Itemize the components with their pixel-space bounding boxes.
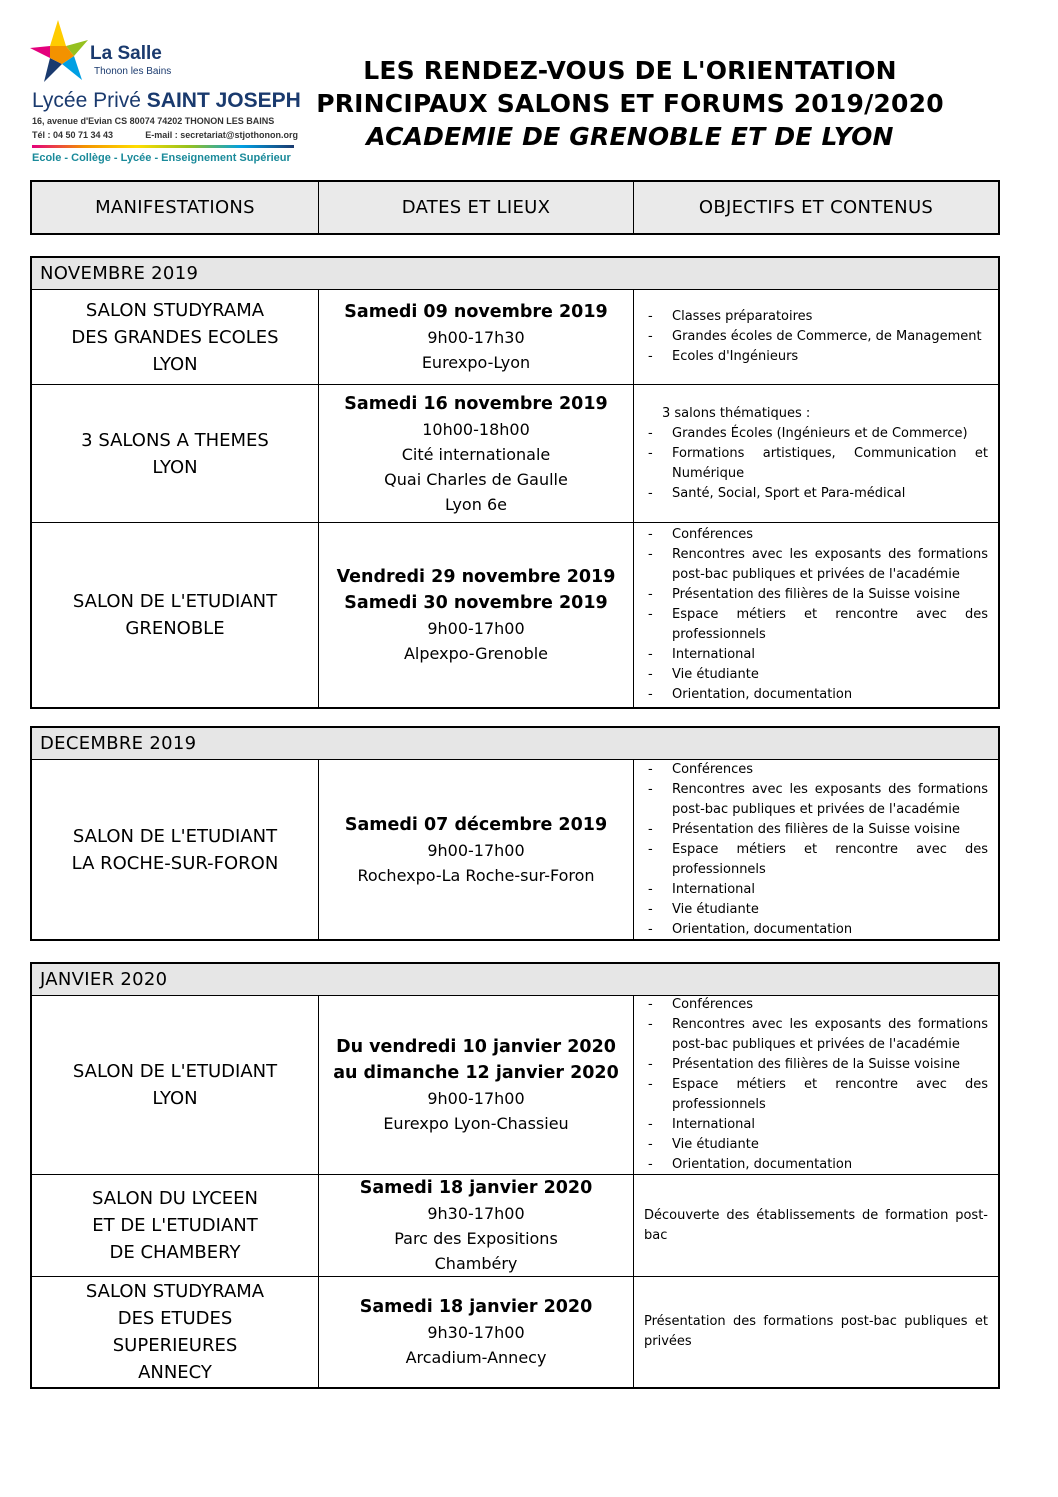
event-detail: Quai Charles de Gaulle <box>384 469 568 489</box>
event-name <box>32 996 319 1174</box>
school-name <box>32 89 301 113</box>
list-item: - Orientation, documentation <box>644 920 988 940</box>
event-contents-list <box>644 525 988 705</box>
event-row <box>32 760 998 939</box>
event-date: Samedi 18 janvier 2020 <box>359 1178 593 1198</box>
event-date: Samedi 07 décembre 2019 <box>344 814 608 835</box>
event-contents-list <box>644 424 988 504</box>
event-date: Samedi 16 novembre 2019 <box>344 393 608 414</box>
event-name-line: SUPERIEURES <box>112 1335 238 1356</box>
list-item: - Présentation des filières de la Suisse voisine <box>644 585 988 605</box>
school-email: E-mail : secretariat@stjothonon.org <box>145 130 298 140</box>
event-date: Du vendredi 10 janvier 2020 <box>336 1037 616 1057</box>
list-item: - Orientation, documentation <box>644 1155 988 1175</box>
event-name-line: LA ROCHE-SUR-FORON <box>71 852 279 874</box>
event-row <box>32 385 998 523</box>
event-name-line: SALON STUDYRAMA <box>85 299 265 321</box>
school-address: 16, avenue d'Evian CS 80074 74202 THONON LES BAINS <box>32 116 275 126</box>
list-item: - Grandes écoles de Commerce, de Management <box>644 327 988 347</box>
month-header: NOVEMBRE 2019 <box>32 258 998 290</box>
list-item: - Conférences <box>644 525 988 545</box>
event-name-line: DE CHAMBERY <box>109 1242 241 1263</box>
event-detail: 9h00-17h00 <box>427 619 525 638</box>
event-date: Samedi 30 novembre 2019 <box>344 593 608 613</box>
list-item: - Espace métiers et rencontre avec des professionnels <box>644 605 988 645</box>
event-detail: 9h30-17h00 <box>427 1204 525 1223</box>
event-dates <box>319 523 634 707</box>
event-name-line: SALON DU LYCEEN <box>92 1188 258 1209</box>
event-detail: Arcadium-Annecy <box>405 1348 547 1367</box>
list-item: - Conférences <box>644 760 988 780</box>
event-detail: 9h00-17h00 <box>427 1089 525 1108</box>
column-header-objectifs: OBJECTIFS ET CONTENUS <box>698 197 934 218</box>
list-item: - Classes préparatoires <box>644 307 988 327</box>
event-detail: Lyon 6e <box>445 494 507 514</box>
event-contents-list <box>644 995 988 1175</box>
event-name-line: SALON STUDYRAMA <box>85 1281 265 1302</box>
column-header-manifestations: MANIFESTATIONS <box>32 182 319 233</box>
event-name-line: ET DE L'ETUDIANT <box>92 1215 258 1236</box>
list-item: - Formations artistiques, Communication et Numérique <box>644 444 988 484</box>
page-subtitle: PRINCIPAUX SALONS ET FORUMS 2019/2020 <box>316 89 944 118</box>
month-section-decembre <box>30 726 1000 941</box>
list-item: - International <box>644 1115 988 1135</box>
list-item: - Rencontres avec les exposants des formations post-bac publiques et privées de l'académie <box>644 1015 988 1055</box>
school-logo <box>28 16 301 171</box>
page-academy: ACADEMIE DE GRENOBLE ET DE LYON <box>366 122 894 151</box>
list-item: - Conférences <box>644 995 988 1015</box>
event-row <box>32 290 998 385</box>
event-date: au dimanche 12 janvier 2020 <box>333 1063 619 1083</box>
event-contents <box>634 523 998 707</box>
event-detail: Eurexpo Lyon-Chassieu <box>383 1114 569 1133</box>
month-header: JANVIER 2020 <box>32 964 998 996</box>
event-name <box>32 1277 319 1387</box>
event-date: Vendredi 29 novembre 2019 <box>336 567 616 587</box>
event-contents-text: Présentation des formations post-bac publiques et privées <box>644 1314 988 1349</box>
event-name-line: GRENOBLE <box>125 618 225 639</box>
event-row <box>32 1175 998 1277</box>
event-name-line: DES GRANDES ECOLES <box>71 326 279 348</box>
event-name-line: DES ETUDES <box>117 1308 233 1329</box>
event-detail: Chambéry <box>434 1254 518 1273</box>
event-name-line: LYON <box>152 1088 198 1109</box>
column-header-dates: DATES ET LIEUX <box>319 182 634 233</box>
list-item: - Rencontres avec les exposants des formations post-bac publiques et privées de l'académie <box>644 780 988 820</box>
event-name-line: SALON DE L'ETUDIANT <box>72 591 278 612</box>
event-name-line: LYON <box>152 456 198 478</box>
column-headers <box>30 180 1000 235</box>
event-contents-list <box>644 307 988 367</box>
event-name-line: LYON <box>152 353 198 375</box>
month-header: DECEMBRE 2019 <box>32 728 998 760</box>
event-detail: 9h00-17h00 <box>427 840 525 860</box>
list-item: - Vie étudiante <box>644 665 988 685</box>
event-contents <box>634 385 998 522</box>
event-detail: Eurexpo-Lyon <box>421 353 531 372</box>
event-name <box>32 760 319 939</box>
event-detail: Parc des Expositions <box>394 1229 558 1248</box>
event-name-line: SALON DE L'ETUDIANT <box>72 1061 278 1082</box>
event-detail: 9h30-17h00 <box>427 1323 525 1342</box>
event-name-line: 3 SALONS A THEMES <box>81 429 269 451</box>
event-contents <box>634 1175 998 1276</box>
logo-brand-sub: Thonon les Bains <box>94 66 172 77</box>
event-contents <box>634 760 998 939</box>
list-item: - Vie étudiante <box>644 1135 988 1155</box>
event-dates <box>319 996 634 1174</box>
event-contents <box>634 290 998 384</box>
list-item: - Présentation des filières de la Suisse voisine <box>644 1055 988 1075</box>
logo-color-bar <box>32 145 294 148</box>
la-salle-star-icon <box>28 16 90 88</box>
event-name-line: ANNECY <box>138 1362 212 1383</box>
event-name <box>32 385 319 522</box>
school-levels: Ecole - Collège - Lycée - Enseignement Supérieur <box>32 152 291 164</box>
event-row <box>32 1277 998 1387</box>
event-dates <box>319 385 634 522</box>
list-item: - Orientation, documentation <box>644 685 988 705</box>
event-name <box>32 523 319 707</box>
school-contact <box>32 130 298 140</box>
event-dates <box>319 1277 634 1387</box>
school-phone: Tél : 04 50 71 34 43 <box>32 130 114 140</box>
event-contents-list <box>644 760 988 940</box>
list-item: - International <box>644 645 988 665</box>
list-item: - International <box>644 880 988 900</box>
month-section-janvier <box>30 962 1000 1389</box>
event-dates <box>319 760 634 939</box>
list-item: - Présentation des filières de la Suisse voisine <box>644 820 988 840</box>
list-item: - Santé, Social, Sport et Para-médical <box>644 484 988 504</box>
logo-brand: La Salle <box>90 43 162 64</box>
event-row <box>32 523 998 707</box>
event-contents-intro: 3 salons thématiques : <box>662 405 811 421</box>
list-item: - Espace métiers et rencontre avec des professionnels <box>644 840 988 880</box>
event-row <box>32 996 998 1175</box>
event-contents <box>634 996 998 1174</box>
month-section-novembre <box>30 256 1000 709</box>
school-prefix: Lycée Privé <box>32 89 141 112</box>
event-date: Samedi 18 janvier 2020 <box>359 1297 593 1317</box>
list-item: - Vie étudiante <box>644 900 988 920</box>
event-detail: Alpexpo-Grenoble <box>403 644 549 663</box>
event-name <box>32 1175 319 1276</box>
list-item: - Rencontres avec les exposants des formations post-bac publiques et privées de l'académie <box>644 545 988 585</box>
page-titles <box>300 54 960 153</box>
event-date: Samedi 09 novembre 2019 <box>344 302 608 322</box>
event-dates <box>319 1175 634 1276</box>
event-name-line: SALON DE L'ETUDIANT <box>72 825 278 847</box>
school-name-bold: SAINT JOSEPH <box>146 89 301 112</box>
event-detail: 9h00-17h30 <box>427 328 525 347</box>
list-item: - Espace métiers et rencontre avec des professionnels <box>644 1075 988 1115</box>
event-contents-text: Découverte des établissements de formation post-bac <box>644 1207 988 1243</box>
page-title: LES RENDEZ-VOUS DE L'ORIENTATION <box>363 56 897 85</box>
event-detail: Cité internationale <box>401 444 551 464</box>
list-item: - Grandes Écoles (Ingénieurs et de Commerce) <box>644 424 988 444</box>
event-contents <box>634 1277 998 1387</box>
list-item: - Ecoles d'Ingénieurs <box>644 347 988 367</box>
event-dates <box>319 290 634 384</box>
event-detail: Rochexpo-La Roche-sur-Foron <box>357 865 595 885</box>
event-detail: 10h00-18h00 <box>422 419 530 439</box>
event-name <box>32 290 319 384</box>
